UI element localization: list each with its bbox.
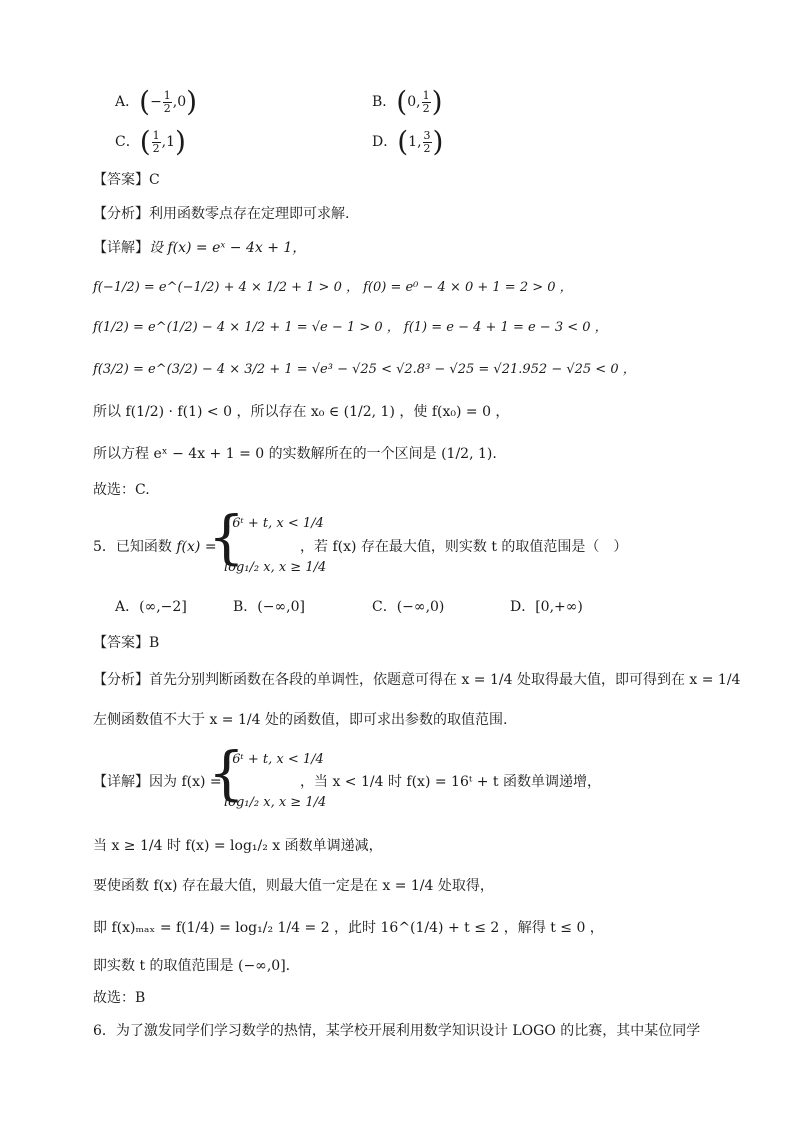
q4-option-d: D．(1, $\frac{3}{2}$ ) [372, 125, 444, 158]
q5-detail-line-2: 当 x ≥ 1/4 时 f(x) = log₁/₂ x 函数单调递减， [93, 838, 383, 854]
q5-detail-case-2: log₁/₂ x, x ≥ 1/4 [224, 795, 327, 810]
q5-option-d: D．[0,+∞) [510, 599, 583, 615]
q4-option-b: B．(0, $\frac{1}{2}$ ) [372, 85, 443, 118]
q4-detail-line-1: 【详解】设 f(x) = eˣ − 4x + 1， [93, 240, 307, 256]
q5-detail-brace-icon: { [208, 739, 245, 807]
q5-case-1: 16ᵗ + t, x < 1/4 [224, 516, 324, 531]
q5-option-c: C．(−∞,0) [372, 599, 445, 615]
q5-case-2: log₁/₂ x, x ≥ 1/4 [224, 560, 327, 575]
q4-detail-line-4: f(3/2) = e^(3/2) − 4 × 3/2 + 1 = √e³ − √25 < √2.8³ − √25 = √21.952 − √25 < 0 ， [93, 362, 636, 377]
q5-stem-suffix: ，若 f(x) 存在最大值，则实数 t 的取值范围是（ ） [300, 539, 628, 555]
q5-detail-case-1: 16ᵗ + t, x < 1/4 [224, 752, 324, 767]
q4-detail-line-5: 所以 f(1/2) · f(1) < 0 ，所以存在 x₀ ∈ (1/2, 1) ，使 f(x₀) = 0 ， [93, 404, 510, 420]
q5-stem-prefix: 5．已知函数 f(x) = [93, 539, 217, 555]
q5-option-b: B．(−∞,0] [233, 599, 305, 615]
q4-answer: 【答案】C [93, 172, 160, 188]
q5-detail-line-4: 即 f(x)ₘₐₓ = f(1/4) = log₁/₂ 1/4 = 2 ，此时 16^(1/4) + t ≤ 2 ，解得 t ≤ 0 ， [93, 920, 604, 936]
q4-detail-line-2: f(−1/2) = e^(−1/2) + 4 × 1/2 + 1 > 0 ， f(0) = e⁰ − 4 × 0 + 1 = 2 > 0 ， [93, 280, 573, 295]
q5-detail-prefix: 【详解】因为 f(x) = [93, 774, 222, 790]
q5-analysis-line-1: 【分析】首先分别判断函数在各段的单调性，依题意可得在 x = 1/4 处取得最大值，即可得到在 x = 1/4 [93, 672, 741, 688]
q4-conclusion: 故选：C. [93, 482, 150, 498]
q4-option-a: A．(− $\frac{1}{2}$ ,0) [115, 85, 198, 118]
q4-detail-line-6: 所以方程 eˣ − 4x + 1 = 0 的实数解所在的一个区间是 (1/2, 1). [93, 446, 497, 462]
q5-detail-suffix: ，当 x < 1/4 时 f(x) = 16ᵗ + t 函数单调递增， [300, 774, 602, 790]
q5-brace-icon: { [208, 503, 245, 571]
q5-conclusion: 故选：B [93, 990, 146, 1006]
q4-option-c: C．( $\frac{1}{2}$ ,1) [115, 125, 186, 158]
q4-detail-line-3: f(1/2) = e^(1/2) − 4 × 1/2 + 1 = √e − 1 > 0 ， f(1) = e − 4 + 1 = e − 3 < 0 ， [93, 320, 608, 335]
q5-detail-line-3: 要使函数 f(x) 存在最大值，则最大值一定是在 x = 1/4 处取得， [93, 878, 494, 894]
q4-analysis: 【分析】利用函数零点存在定理即可求解. [93, 206, 350, 222]
q5-answer: 【答案】B [93, 635, 160, 651]
q5-analysis-line-2: 左侧函数值不大于 x = 1/4 处的函数值，即可求出参数的取值范围. [93, 712, 508, 728]
q5-detail-line-5: 即实数 t 的取值范围是 (−∞,0]. [93, 958, 291, 974]
q6-stem: 6．为了激发同学们学习数学的热情，某学校开展利用数学知识设计 LOGO 的比赛，其中某位同学 [93, 1023, 701, 1039]
q5-option-a: A．(∞,−2] [115, 599, 187, 615]
